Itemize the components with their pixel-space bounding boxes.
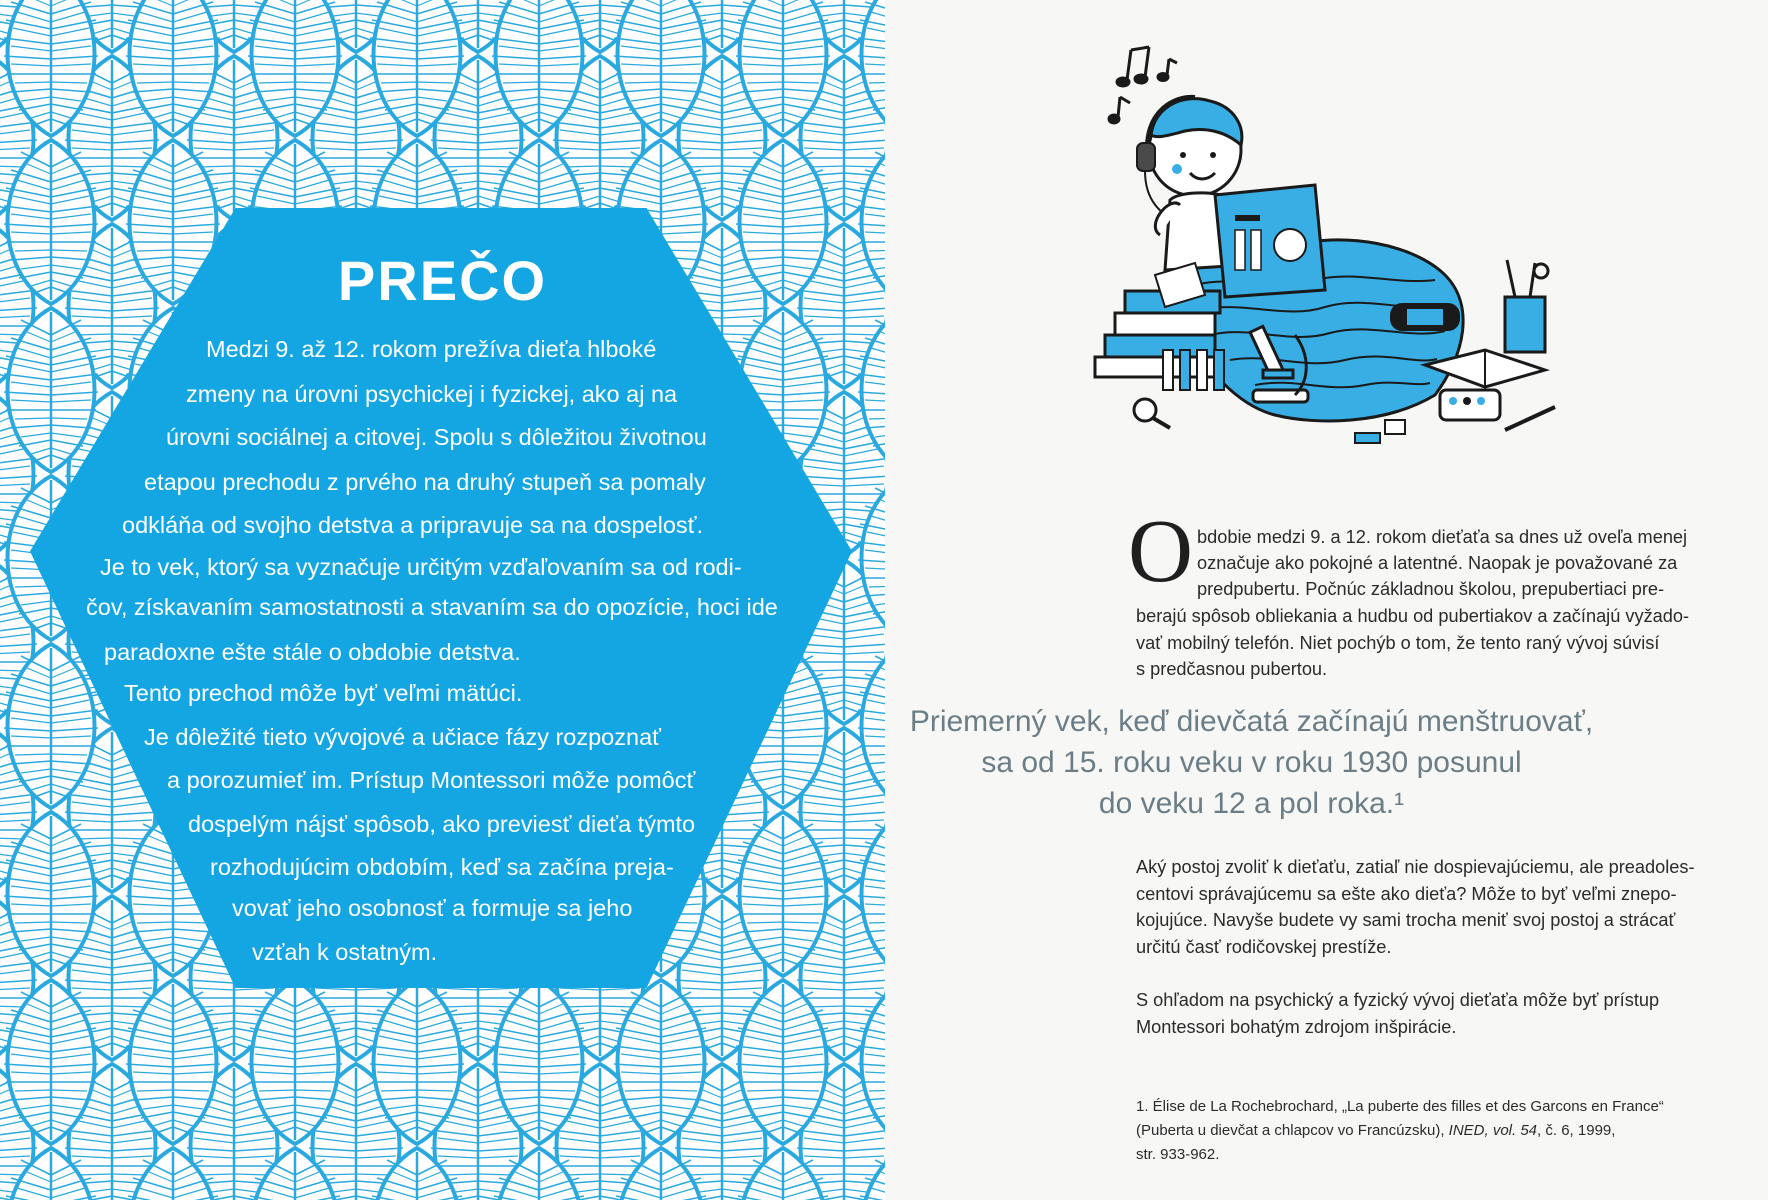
intro-line: predpubertu. Počnúc základnou školou, prepubertiaci pre- (1197, 579, 1665, 599)
page-title: PREČO (337, 249, 548, 312)
dropcap-letter: O (1128, 502, 1193, 601)
right-page (885, 0, 1768, 1200)
paragraph-line: určitú časť rodičovskej prestíže. (1136, 937, 1392, 957)
intro-line: s predčasnou pubertou. (1136, 659, 1328, 679)
paragraph-line: rozhodujúcim obdobím, keď sa začína preja- (210, 854, 674, 880)
intro-line: vať mobilný telefón. Niet pochýb o tom, že tento raný vývoj súvisí (1136, 633, 1660, 653)
intro-line: berajú spôsob obliekania a hudbu od pubertiakov a začínajú vyžado- (1136, 606, 1690, 626)
paragraph-line: centovi správajúcemu sa ešte ako dieťa? Môže to byť veľmi znepo- (1136, 884, 1677, 904)
intro-line: bdobie medzi 9. a 12. rokom dieťaťa sa dnes už oveľa menej (1197, 527, 1688, 547)
paragraph-line: vzťah k ostatným. (252, 939, 438, 965)
paragraph-line: Je to vek, ktorý sa vyznačuje určitým vzďaľovaním sa od rodi- (100, 554, 742, 580)
paragraph-line: paradoxne ešte stále o obdobie detstva. (104, 639, 521, 665)
paragraph-line: Medzi 9. až 12. rokom prežíva dieťa hlboké (206, 336, 657, 362)
paragraph-line: odkláňa od svojho detstva a pripravuje sa na dospelosť. (122, 512, 704, 538)
paragraph-line: Aký postoj zvoliť k dieťaťu, zatiaľ nie dospievajúciemu, ale preadoles- (1136, 857, 1695, 877)
footnote-text: , č. 6, 1999, (1537, 1122, 1616, 1139)
paragraph-line: zmeny na úrovni psychickej i fyzickej, ako aj na (186, 381, 678, 407)
paragraph-line: úrovni sociálnej a citovej. Spolu s dôležitou životnou (166, 424, 707, 450)
paragraph-line: Montessori bohatým zdrojom inšpirácie. (1136, 1017, 1457, 1037)
paragraph-line: S ohľadom na psychický a fyzický vývoj dieťaťa môže byť prístup (1136, 990, 1660, 1010)
pull-quote-line: sa od 15. roku veku v roku 1930 posunul (981, 746, 1522, 779)
paragraph-line: čov, získavaním samostatnosti a stavaním sa do opozície, hoci ide (86, 594, 778, 620)
paragraph-line: Tento prechod môže byť veľmi mätúci. (124, 680, 523, 706)
footnote-line: str. 933-962. (1136, 1146, 1220, 1163)
paragraph-line: Je dôležité tieto vývojové a učiace fázy rozpoznať (144, 724, 661, 750)
footnote-line (1136, 1120, 1615, 1142)
paragraph-line: kojujúce. Navyše budete vy sami trocha meniť svoj postoj a strácať (1136, 910, 1676, 930)
footnote-journal: INED, vol. 54 (1448, 1122, 1538, 1139)
game-controller-icon (1390, 303, 1460, 331)
paragraph-line: etapou prechodu z prvého na druhý stupeň sa pomaly (144, 469, 706, 495)
child-reading-illustration (1085, 35, 1585, 455)
pull-quote-line: do veku 12 a pol roka.¹ (1098, 787, 1405, 820)
paragraph-line: a porozumieť im. Prístup Montessori môže pomôcť (167, 767, 696, 793)
paragraph-line: vovať jeho osobnosť a formuje sa jeho (232, 895, 633, 921)
intro-line: označuje ako pokojné a latentné. Naopak je považované za (1197, 553, 1678, 573)
footnote-text: (Puberta u dievčat a chlapcov vo Francúzsku), (1136, 1122, 1449, 1139)
paragraph-line: dospelým nájsť spôsob, ako previesť dieťa týmto (188, 811, 696, 837)
footnote-line: 1. Élise de La Rochebrochard, „La puberte des filles et des Garcons en France“ (1136, 1098, 1664, 1115)
pull-quote-line: Priemerný vek, keď dievčatá začínajú menštruovať, (909, 705, 1594, 738)
